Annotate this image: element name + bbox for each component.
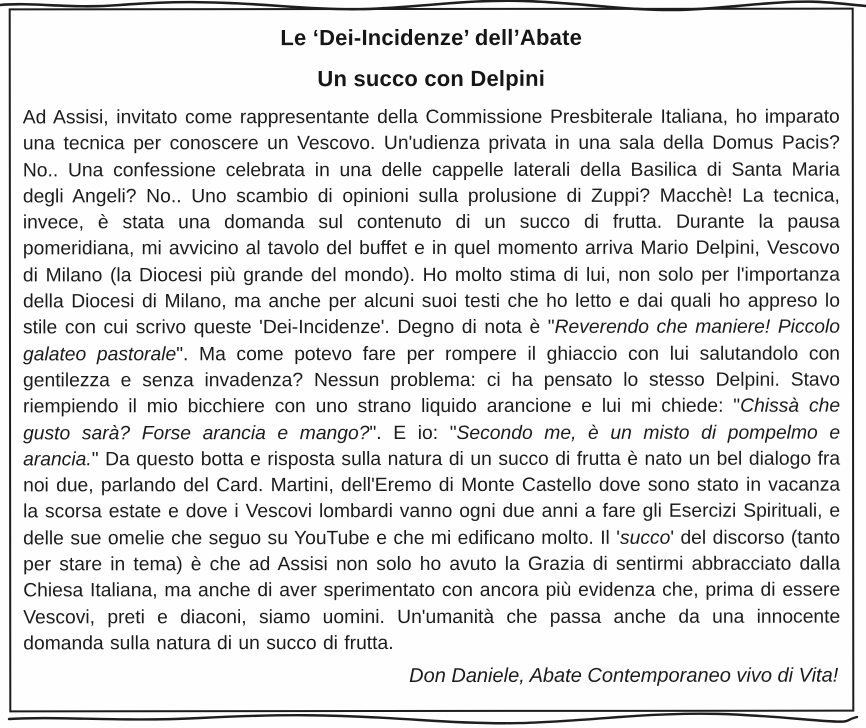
article-signature: Don Daniele, Abate Contemporaneo vivo di Vita! — [409, 664, 839, 688]
text-segment: Ad Assisi, invitato come rappresentante della Commissione Presbiterale Italiana, ho imparato una tecnica per conoscere un Vescovo. Un'udienza privata in una sala della Domus Pacis? No.. Una confessione celebrata in una delle cappelle laterali della Basilica di Santa Maria degli Angeli? No.. Uno scambio di opinioni sulla prolusione di Zuppi? Macchè! La tecnica, invece, è stata una domanda sul contenuto di un succo di frutta. Durante la pausa pomeridiana, mi avvicino al tavolo del buffet e in quel momento arriva Mario Delpini, Vescovo di Milano (la Diocesi più grande del mondo). Ho molto stima di lui, non solo per l'importanza della Diocesi di Milano, ma anche per alcuni suoi testi che ho letto e dai quali ho appreso lo stile con cui scrivo queste 'Dei-Incidenze'. Degno di nota è " — [22, 106, 840, 339]
text-segment: Chissà che gusto sarà? Forse arancia e mango? — [23, 395, 841, 444]
article-title: Le ‘Dei-Incidenze’ dell’Abate — [280, 24, 583, 51]
text-segment: Reverendo che maniere! Piccolo galateo pastorale — [22, 317, 840, 366]
bottom-scan-wave — [9, 714, 857, 724]
article-subtitle: Un succo con Delpini — [317, 65, 546, 92]
text-segment: ". Ma come potevo fare per rompere il ghiaccio con lui salutandolo con gentilezza e senza invadenza? Nessun problema: ci ha pensato lo stesso Delpini. Stavo riempiendo il mio bicchiere con uno strano liquido arancione e lui mi chiede: " — [23, 343, 841, 418]
text-segment: ". E io: " — [369, 422, 457, 444]
text-segment: ' del discorso (tanto per stare in tema) è che ad Assisi non solo ho avuto la Grazia di sentirmi abbracciato dalla Chiesa Italiana, ma anche di aver sperimentato con ancora più evidenza che, prima di essere Vescovi, preti e diaconi, siamo uomini. Un'umanità che passa anche da una innocente domanda sulla natura di un succo di frutta. — [23, 527, 841, 655]
article-body — [23, 105, 840, 658]
text-segment: Secondo me, è un misto di pompelmo e arancia. — [23, 422, 841, 471]
text-segment: " Da questo botta e risposta sulla natura di un succo di frutta è nato un bel dialogo fra noi due, parlando del Card. Martini, dell'Eremo di Monte Castello dove sono stato in vacanza la scorsa estate e dove i Vescovi lombardi vanno ogni due anni a fare gli Esercizi Spirituali, e delle sue omelie che seguo su YouTube e che mi edificano molto. Il ' — [23, 448, 841, 550]
article-border-frame — [9, 8, 855, 713]
text-segment: succo — [619, 527, 671, 549]
